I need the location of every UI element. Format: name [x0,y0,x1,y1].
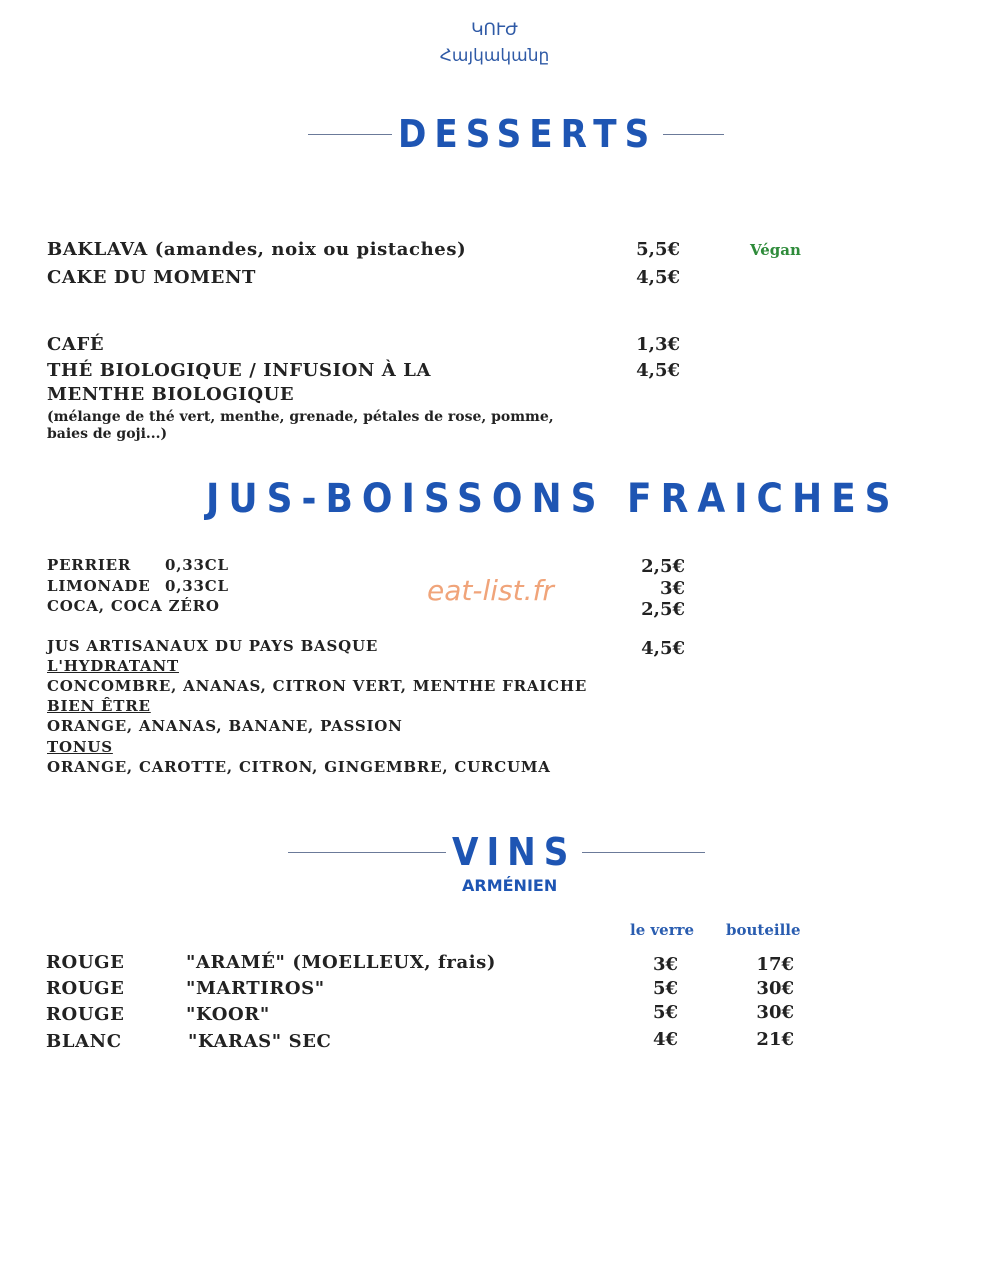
watermark: eat-list.fr [427,574,554,607]
flavor-title: L'HYDRATANT [47,657,179,675]
wine-name: "KARAS" SEC [188,1031,332,1052]
soda-price: 3€ [659,578,685,599]
dessert-name: BAKLAVA (amandes, noix ou pistaches) [47,239,467,260]
drink-name: THÉ BIOLOGIQUE / INFUSION À LA [47,360,432,381]
wine-bottle-price: 30€ [756,978,794,999]
wine-glass-price: 4€ [652,1029,678,1050]
brand-subtitle: Հայկականը [439,46,550,66]
col-bottle-header: bouteille [726,921,801,939]
flavor-title: TONUS [47,738,113,756]
soda-size: 0,33CL [165,577,229,595]
drink-price: 1,3€ [636,334,680,355]
wine-glass-price: 5€ [652,1002,678,1023]
artisan-juice-price: 4,5€ [641,638,685,659]
drink-name-cont: MENTHE BIOLOGIQUE [47,384,295,405]
drink-description: (mélange de thé vert, menthe, grenade, pétales de rose, pomme, [47,409,554,425]
wine-type: BLANC [46,1031,122,1052]
dessert-name: CAKE DU MOMENT [47,267,256,288]
dessert-price: 4,5€ [636,267,680,288]
drink-name: CAFÉ [47,334,105,355]
artisan-juice-name: JUS ARTISANAUX DU PAYS BASQUE [47,637,379,655]
wine-name: "KOOR" [186,1004,270,1025]
flavor-desc: ORANGE, CAROTTE, CITRON, GINGEMBRE, CURCUMA [47,758,551,776]
wine-name: "ARAMÉ" (MOELLEUX, frais) [186,952,497,973]
wine-bottle-price: 21€ [756,1029,794,1050]
vegan-tag: Végan [750,241,801,259]
vins-subtitle: ARMÉNIEN [462,876,558,895]
wine-type: ROUGE [46,952,125,973]
flavor-desc: ORANGE, ANANAS, BANANE, PASSION [47,717,403,735]
soda-name: COCA, COCA ZÉRO [47,597,220,615]
wine-type: ROUGE [46,1004,125,1025]
vins-heading: VINS [446,830,582,874]
wine-bottle-price: 30€ [756,1002,794,1023]
soda-size: 0,33CL [165,556,229,574]
soda-price: 2,5€ [641,599,685,620]
flavor-title: BIEN ÊTRE [47,697,151,715]
wine-glass-price: 3€ [652,954,678,975]
wine-glass-price: 5€ [652,978,678,999]
flavor-desc: CONCOMBRE, ANANAS, CITRON VERT, MENTHE FRAICHE [47,677,588,695]
dessert-price: 5,5€ [636,239,680,260]
brand-name: ԿՈՒԺ [471,20,518,40]
jus-heading: JUS-BOISSONS FRAICHES [200,476,906,522]
soda-price: 2,5€ [641,556,685,577]
soda-name: PERRIER [47,556,132,574]
drink-price: 4,5€ [636,360,680,381]
wine-type: ROUGE [46,978,125,999]
drink-description-cont: baies de goji...) [47,426,168,442]
col-glass-header: le verre [630,921,695,939]
desserts-heading: DESSERTS [392,112,663,156]
wine-name: "MARTIROS" [186,978,325,999]
wine-bottle-price: 17€ [756,954,794,975]
soda-name: LIMONADE [47,577,151,595]
